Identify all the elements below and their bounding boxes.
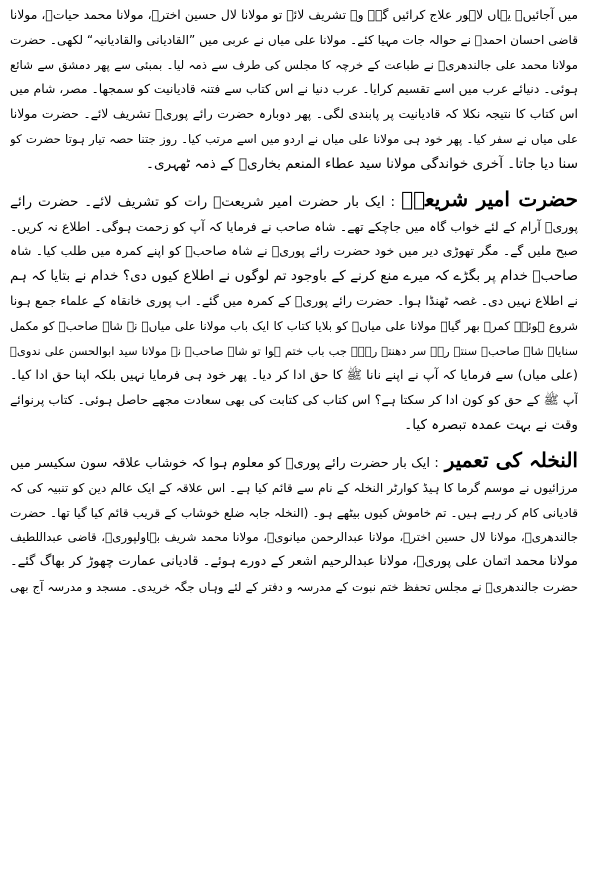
text-line: قاضی احسان احمدؒ نے حوالہ جات مہیا کئے۔ مولانا علی میاں نے عربی میں ”القادیانی والقادیانیہ“ لکھی۔ حضرت (10, 32, 578, 47)
text-line: میں آجائیں۔ یہاں لاہور علاج کرائیں گے۔ وہ تشریف لائے تو مولانا لال حسین اخترؒ، مولانا محمد حیاتؒ، مولانا (10, 7, 578, 22)
paragraph-2 (10, 183, 578, 438)
text-line (10, 183, 578, 215)
text-line: مرزائیوں نے موسم گرما کا ہیڈ کوارٹر النخلہ کے نام سے قائم کیا ہے۔ اس علاقہ کے ایک عالم دین کو تنبیہ کی کہ (10, 480, 578, 495)
text-line: صبح ملیں گے۔ مگر تھوڑی دیر میں خود حضرت رائے پوریؒ نے شاہ صاحبؒ کو اپنے کمرہ میں طلب کیا۔ شاہ (10, 243, 578, 259)
paragraph-1 (10, 3, 578, 177)
paragraph-3 (10, 444, 578, 600)
text-line: نے اطلاع نہیں دی۔ غصہ ٹھنڈا ہوا۔ حضرت رائے پوریؒ کے کمرہ میں گئے۔ اب پوری خانقاہ کے علماء جمع ہونا (10, 292, 578, 308)
text-line: قادیانی کام کر رہے ہیں۔ تم خاموش کیوں بیٹھے ہو۔ (النخلہ جابہ ضلع خوشاب کے قریب قائم کیا گیا تھا۔ حضرت (10, 505, 578, 520)
text-line: (علی میاں) سے فرمایا کہ آپ نے اپنے نانا ﷺ کا حق ادا کر دیا۔ پھر خود ہی فرمایا نہیں بلکہ اپنا حق ادا کیا۔ (10, 367, 578, 383)
text-line: مولانا محمد علی جالندھریؒ نے طباعت کے خرچہ کا مجلس کی طرف سے ذمہ لیا۔ بمبئی سے پھر دمشق سے شائع (10, 57, 578, 72)
text-line: اس کتاب کا نتیجہ نکلا کہ قادیانیت پر پابندی لگی۔ پھر دوبارہ حضرت رائے پوریؒ تشریف لائے۔ حضرت مولانا (10, 106, 578, 122)
text-line: سنا دیا جاتا۔ آخری خواندگی مولانا سید عطاء المنعم بخاریؒ کے ذمہ ٹھہری۔ (146, 155, 578, 172)
text-line: وقت نے بہت عمدہ تبصرہ کیا۔ (404, 416, 578, 433)
text-line: ہوئی۔ دنیائے عرب میں اسے تقسیم کرایا۔ عرب دنیا نے اس کتاب سے فتنہ قادیانیت کو سمجھا۔ مصر، شام میں (10, 81, 578, 97)
text-line: آپ ﷺ کے حق کو کون ادا کر سکتا ہے؟ اس کتاب کی کتابت کی بھی سعادت مجھے حاصل ہوئی۔ کتاب پرنوائے (10, 392, 578, 408)
text-line (10, 444, 578, 476)
text-line: علی میاں نے سفر کیا۔ پھر خود ہی مولانا علی میاں نے اردو میں اسے مرتب کیا۔ روز جتنا حصہ تیار ہوتا حضرت کو (10, 131, 578, 146)
text-line: پوریؒ آرام کے لئے خواب گاہ میں جاچکے تھے۔ شاہ صاحب نے فرمایا کہ آپ کو زحمت ہوگی۔ اطلاع نہ کریں۔ (10, 218, 578, 234)
text-line: شروع ہوئے۔ کمرہ بھر گیا۔ مولانا علی میاںؒ کو بلایا کتاب کا ایک باب مولانا علی میاںؒ نے شاہ صاحبؒ کو مکمل (10, 318, 578, 333)
text-line: سنایا۔ شاہ صاحبؒ سنتے رہے سر دھنتے رہے۔ جب باب ختم ہوا تو شاہ صاحبؒ نے مولانا سید ابوالحسن علی ندویؒ (10, 343, 578, 358)
text-line: صاحبؒ خدام پر بگڑے کہ میرے منع کرنے کے باوجود تم لوگوں نے اطلاع کیوں دی؟ خدام نے بتایا کہ ہم (10, 268, 578, 285)
section-heading-amir-shariat: حضرت امیر شریعتؒ (401, 186, 578, 211)
text-line: حضرت جالندھریؒ نے مجلس تحفظ ختم نبوت کے مدرسہ و دفتر کے لئے وہاں جگہ خریدی۔ مسجد و مدرسہ آج بھی (10, 579, 578, 594)
text-line: مولانا محمد اتمان علی پوریؒ، مولانا عبدالرحیم اشعر کے دورے ہوئے۔ قادیانی عمارت چھوڑ کر بھاگ گئے۔ (10, 554, 578, 570)
text-line: جالندھریؒ، مولانا لال حسین اخترؒ، مولانا عبدالرحمن میانویؒ، مولانا محمد شریف بہاولپوریؒ، قاضی عبداللطیف (10, 530, 578, 545)
section-heading-nakhla: النخلہ کی تعمیر (444, 447, 578, 472)
heading-line-text: : ایک بار حضرت رائے پوریؒ کو معلوم ہوا کہ خوشاب علاقہ سون سکیسر میں (10, 455, 439, 471)
heading-line-text: : ایک بار حضرت امیر شریعتؒ رات کو تشریف لائے۔ حضرت رائے (10, 193, 396, 210)
